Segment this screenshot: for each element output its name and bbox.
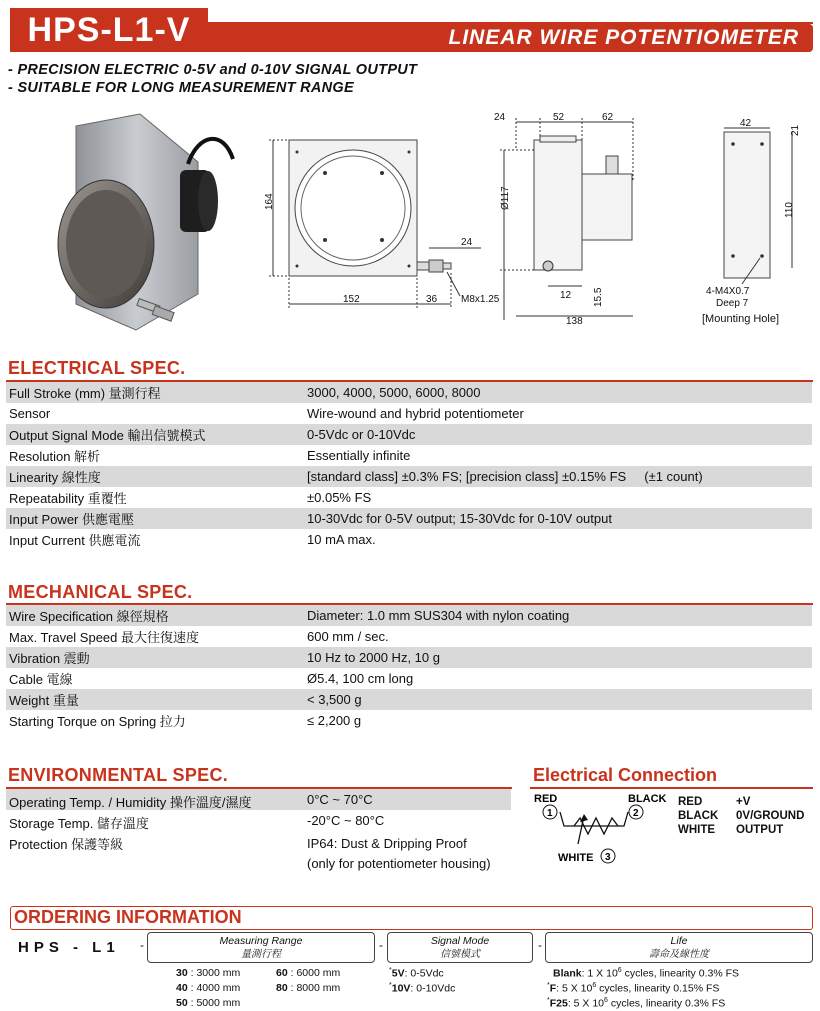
front-offset-dim: 36 [426,294,438,305]
legend-signal: +V [736,796,751,808]
side-dia-dim: Ø117 [500,186,511,210]
front-view-drawing [255,118,505,328]
signal-option: *5V: 0-5Vdc [389,967,444,980]
life-option: Blank: 1 X $10^6$ cycles, linearity 0.3% FS [553,967,739,980]
signal-option: *10V: 0-10Vdc [389,982,456,995]
mount-side-a-dim: 21 [790,124,801,136]
mount-side-b-dim: 110 [784,202,795,218]
life-box [545,932,813,963]
terminal-2-number: 2 [633,808,639,819]
table-row [6,831,511,873]
mounting-hole-drawing [700,118,810,318]
front-height-dim: 164 [264,193,275,210]
range-option: 50 : 5000 mm [176,997,241,1009]
table-row [6,445,812,466]
spec-value: ≤ 2,200 g [307,713,362,728]
protection-value-line: IP64: Dust & Dripping Proof [307,836,467,851]
table-row [6,487,812,508]
spec-label: Storage Temp. 儲存溫度 [9,816,149,831]
legend-wire: WHITE [678,824,716,836]
electrical-connection-rule [530,787,813,789]
table-row [6,403,812,424]
table-row [6,382,812,403]
life-option: *F25: 5 X $10^6$ cycles, linearity 0.3% FS [547,997,726,1010]
spec-label: Vibration 震動 [9,651,90,666]
spec-label: Operating Temp. / Humidity 操作溫度/濕度 [9,795,252,810]
spec-value: Ø5.4, 100 cm long [307,671,414,686]
product-photo [48,104,248,342]
red-terminal-label: RED [534,793,558,805]
spec-label: Cable 電線 [9,672,73,687]
spec-value: [standard class] ±0.3% FS; [precision class] ±0.15% FS (±1 count) [307,469,703,484]
spec-label: Sensor [9,406,51,421]
spec-value: -20°C ~ 80°C [307,813,385,828]
ordering-title: ORDERING INFORMATION [14,907,242,927]
side-width-dim: 138 [566,316,583,325]
spec-label: Repeatability 重覆性 [9,491,127,506]
mount-top-dim: 42 [740,118,752,129]
spec-value [307,834,491,874]
side-view-drawing [478,110,648,325]
side-small-a-dim: 12 [560,290,572,301]
model-badge [10,8,208,52]
table-row [6,466,812,487]
signal-mode-box [387,932,533,963]
front-thread-dim: M8x1.25 [461,294,500,305]
table-row [6,529,812,550]
front-fitting-dim: 24 [461,237,473,248]
side-top-b-dim: 52 [553,112,565,123]
feature-item: - SUITABLE FOR LONG MEASUREMENT RANGE [8,80,354,96]
electrical-spec-table [6,382,812,550]
spec-label: Input Current 供應電流 [9,533,141,548]
spec-value: 0°C ~ 70°C [307,792,373,807]
spec-label: Linearity 線性度 [9,470,101,485]
side-top-c-dim: 62 [602,112,614,123]
spec-value: < 3,500 g [307,692,362,707]
spec-value: 10 Hz to 2000 Hz, 10 g [307,650,440,665]
table-row [6,668,812,689]
range-option: 80 : 8000 mm [276,982,341,994]
spec-value: 10 mA max. [307,532,376,547]
legend-wire: BLACK [678,810,719,822]
measuring-range-box [147,932,375,963]
range-option: 60 : 6000 mm [276,967,341,979]
legend-signal: OUTPUT [736,824,784,836]
signal-mode-label: Signal Mode [430,935,490,947]
environmental-spec-table [6,789,511,873]
title-bar [208,24,813,52]
table-row [6,789,511,810]
spec-label: Wire Specification 線徑規格 [9,609,169,624]
spec-label: Weight 重量 [9,693,79,708]
range-option: 30 : 3000 mm [176,967,241,979]
spec-value: ±0.05% FS [307,490,372,505]
spec-label: Full Stroke (mm) 量測行程 [9,386,161,401]
table-row [6,689,812,710]
table-row [6,647,812,668]
spec-label: Input Power 供應電壓 [9,512,134,527]
spec-value: Wire-wound and hybrid potentiometer [307,406,524,421]
protection-value-line: (only for potentiometer housing) [307,856,491,871]
electrical-spec-title: ELECTRICAL SPEC. [8,358,186,378]
side-top-a-dim: 24 [494,112,506,123]
terminal-3-number: 3 [605,852,611,863]
table-row [6,424,812,445]
spec-value: 3000, 4000, 5000, 6000, 8000 [307,385,481,400]
spec-value: Essentially infinite [307,448,411,463]
mount-hole-b: Deep 7 [716,298,749,309]
product-type: LINEAR WIRE POTENTIOMETER [448,26,799,49]
side-small-b-dim: 15.5 [593,287,604,307]
legend-wire: RED [678,796,703,808]
spec-value: Diameter: 1.0 mm SUS304 with nylon coating [307,608,570,623]
life-label-zh: 壽命及線性度 [649,949,709,960]
wire-legend-signals [736,795,804,837]
signal-mode-label-zh: 信號模式 [440,949,480,960]
feature-item: - PRECISION ELECTRIC 0-5V and 0-10V SIGNAL OUTPUT [8,62,418,78]
terminal-1-number: 1 [547,808,553,819]
measuring-range-label-zh: 量測行程 [241,949,281,960]
spec-value: 0-5Vdc or 0-10Vdc [307,427,416,442]
table-row [6,626,812,647]
mechanical-spec-table [6,605,812,731]
mounting-hole-caption: [Mounting Hole] [702,313,780,325]
wire-legend-colors [678,795,718,837]
spec-label: Resolution 解析 [9,449,101,464]
spec-label: Starting Torque on Spring 拉力 [9,714,186,729]
table-row [6,508,812,529]
range-option: 40 : 4000 mm [176,982,241,994]
white-terminal-label: WHITE [558,852,594,864]
model-name: HPS-L1-V [27,11,191,49]
ordering-model: HPS - L1 [18,939,120,956]
header [0,0,820,60]
electrical-connection-title: Electrical Connection [533,765,718,785]
table-row [6,605,812,626]
table-row [6,810,511,831]
life-label: Life [670,935,688,947]
environmental-spec-title: ENVIRONMENTAL SPEC. [8,765,229,785]
spec-label: Protection 保護等級 [9,837,124,852]
spec-label: Max. Travel Speed 最大往復速度 [9,630,199,645]
table-row [6,710,812,731]
front-width-dim: 152 [343,294,360,305]
measuring-range-label: Measuring Range [219,935,303,947]
feature-list [8,61,417,97]
legend-signal: 0V/GROUND [736,810,805,822]
mechanical-spec-title: MECHANICAL SPEC. [8,582,193,602]
black-terminal-label: BLACK [628,793,667,805]
spec-value: 10-30Vdc for 0-5V output; 15-30Vdc for 0-10V output [307,511,612,526]
mount-hole-a: 4-M4X0.7 [706,286,750,297]
spec-label: Output Signal Mode 輸出信號模式 [9,428,206,443]
life-option: *F: 5 X $10^6$ cycles, linearity 0.15% FS [547,982,720,995]
spec-value: 600 mm / sec. [307,629,389,644]
wiring-diagram [532,790,672,866]
